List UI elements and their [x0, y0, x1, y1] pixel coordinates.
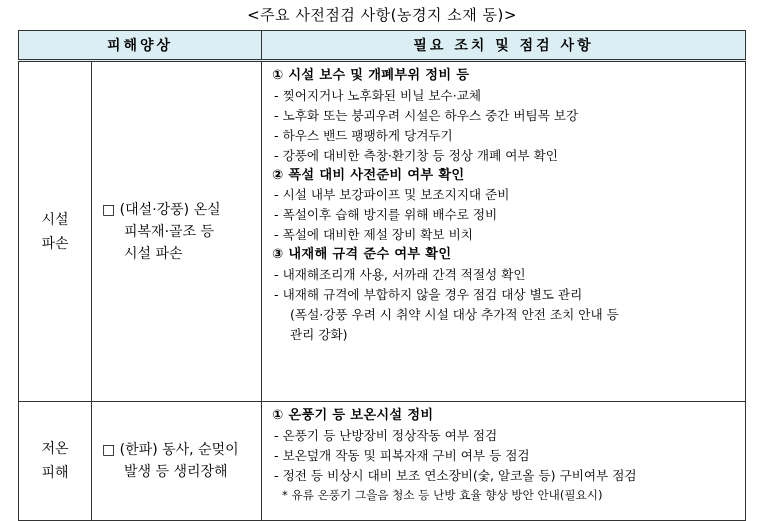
header-actions: 필요 조치 및 점검 사항 — [262, 31, 746, 61]
section-heading: ① 온풍기 등 보온시설 정비 — [272, 408, 434, 423]
action-note: * 유류 온풍기 그을음 청소 등 난방 효율 향상 방안 안내(필요시) — [282, 487, 603, 502]
action-item: - 보온덮개 작동 및 피복자재 구비 여부 등 점검 — [274, 447, 530, 463]
action-list — [262, 61, 746, 402]
section-heading: ① 시설 보수 및 개폐부위 정비 등 — [272, 68, 470, 83]
page-title: <주요 사전점검 사항(농경지 소재 동)> — [247, 6, 517, 24]
table-row — [19, 61, 746, 402]
action-item: - 시설 내부 보강파이프 및 보조지지대 준비 — [274, 187, 510, 203]
damage-line: □ (대설·강풍) 온실 — [102, 201, 221, 218]
action-item-continuation: (폭설·강풍 우려 시 취약 시설 대상 추가적 안전 조치 안내 등 — [290, 306, 619, 322]
action-item: - 내재해조리개 사용, 서까래 간격 적절성 확인 — [274, 267, 526, 283]
damage-line: 피복재·골조 등 — [124, 223, 215, 240]
table-row — [19, 402, 746, 521]
category-line: 파손 — [41, 235, 69, 252]
action-list — [262, 402, 746, 521]
header-damage: 피해양상 — [19, 31, 262, 61]
category-line: 피해 — [41, 465, 69, 481]
damage-description — [92, 402, 262, 521]
action-item: - 하우스 밴드 팽팽하게 당겨두기 — [274, 127, 453, 143]
damage-description — [92, 61, 262, 402]
action-item: - 폭설에 대비한 제설 장비 확보 비치 — [274, 227, 473, 243]
action-item: - 폭설이후 습해 방지를 위해 배수로 정비 — [274, 207, 498, 223]
action-item: - 정전 등 비상시 대비 보조 연소장비(숯, 알코올 등) 구비여부 점검 — [274, 467, 637, 483]
damage-line: 발생 등 생리장해 — [124, 464, 228, 480]
category-low-temp-damage — [19, 402, 92, 521]
damage-line: 시설 파손 — [124, 245, 183, 262]
action-item: - 강풍에 대비한 측창·환기창 등 정상 개폐 여부 확인 — [274, 147, 558, 163]
section-heading: ② 폭설 대비 사전준비 여부 확인 — [272, 167, 465, 183]
action-item: - 온풍기 등 난방장비 정상작동 여부 점검 — [274, 427, 498, 443]
category-facility-damage — [19, 61, 92, 402]
category-line: 저온 — [41, 441, 69, 457]
action-item-continuation: 관리 강화) — [290, 326, 348, 342]
damage-line: □ (한파) 동사, 순멎이 — [102, 442, 239, 458]
section-heading: ③ 내재해 규격 준수 여부 확인 — [272, 247, 452, 263]
table-header-row — [19, 31, 746, 61]
action-item: - 찢어지거나 노후화된 비닐 보수·교체 — [274, 87, 482, 103]
action-item: - 노후화 또는 붕괴우려 시설은 하우스 중간 버팀목 보강 — [274, 107, 579, 123]
inspection-table — [18, 30, 746, 521]
category-line: 시설 — [41, 211, 69, 228]
action-item: - 내재해 규격에 부합하지 않을 경우 점검 대상 별도 관리 — [274, 286, 583, 302]
